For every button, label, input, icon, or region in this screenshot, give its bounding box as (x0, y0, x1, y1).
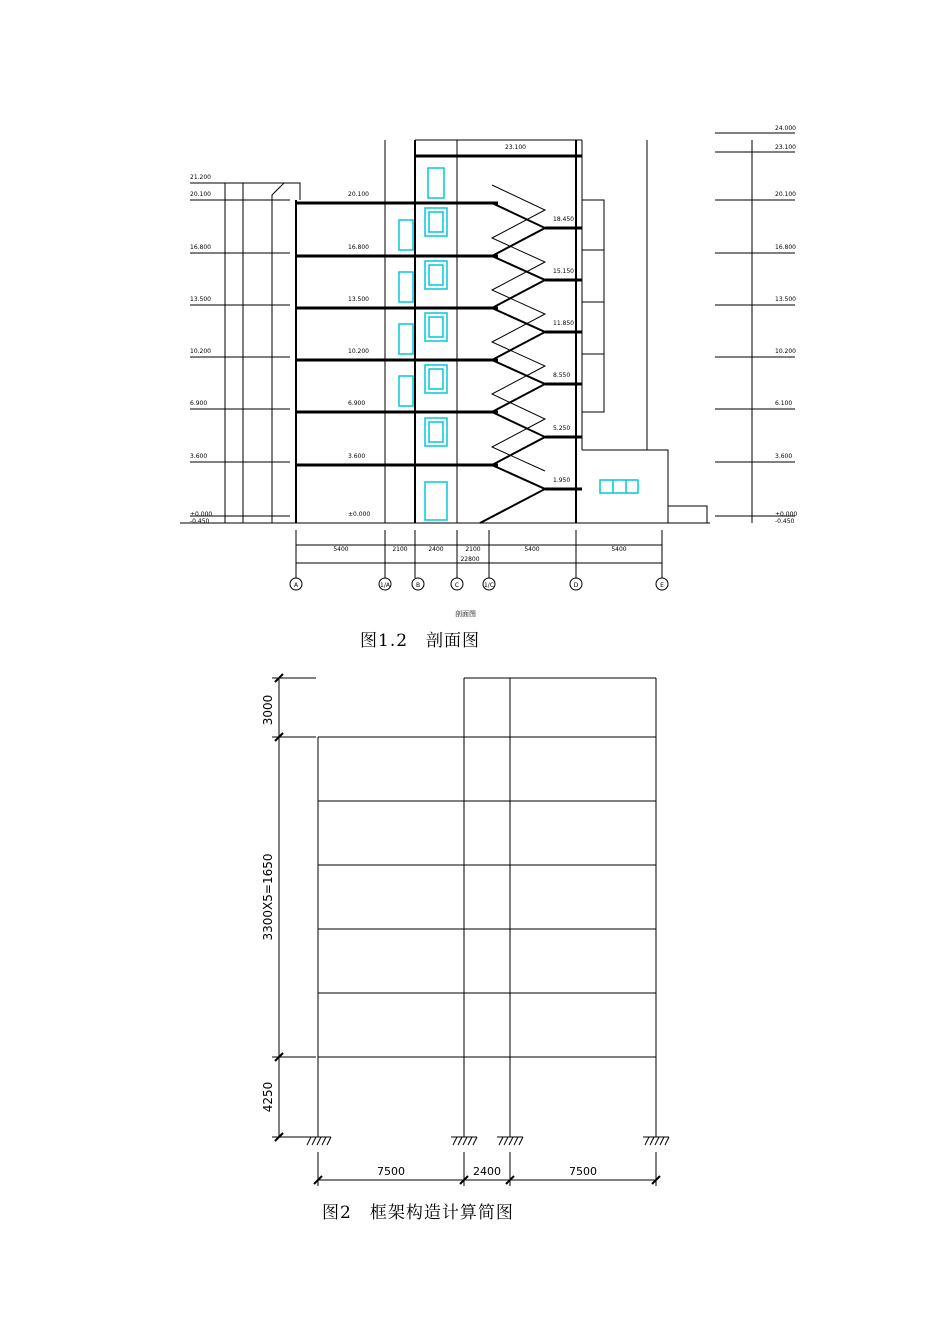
elevation-label: 20.100 (775, 191, 796, 198)
axis-label: C (454, 582, 460, 589)
dim-bay-right: 7500 (569, 1165, 597, 1178)
floor-level-label: 20.100 (348, 191, 369, 198)
elevation-label: 6.900 (190, 400, 208, 407)
total-dimension: 22800 (460, 556, 480, 563)
elevation-label: ±0.000 (190, 511, 213, 518)
section-drawing (0, 0, 950, 620)
right-elevation-labels (775, 125, 797, 525)
axis-label: D (573, 582, 579, 589)
elevation-label: -0.450 (190, 518, 210, 525)
landing-level-label: 18.450 (553, 216, 574, 223)
bottom-dimension: 2400 (428, 546, 444, 553)
axis-label: 1/A (380, 582, 390, 589)
bottom-dimension: 5400 (611, 546, 627, 553)
figure-caption-frame: 图2 框架构造计算简图 (322, 1203, 514, 1223)
elevation-label: 10.200 (190, 348, 211, 355)
elevation-label: 16.800 (190, 244, 211, 251)
elevation-label: 23.100 (775, 144, 796, 151)
elevation-label: 20.100 (190, 191, 211, 198)
landing-level-label: 5.250 (553, 425, 571, 432)
axis-label: 1/C (483, 582, 495, 589)
landing-level-label: 1.950 (553, 477, 571, 484)
elevation-label: 24.000 (775, 125, 796, 132)
frame-diagram (0, 660, 950, 1220)
figure-caption-section: 图1.2 剖面图 (360, 631, 481, 651)
dim-ground-story: 4250 (261, 1081, 275, 1113)
landing-level-label: 15.150 (553, 268, 574, 275)
landing-level-label: 11.850 (553, 320, 574, 327)
bottom-dimension: 5400 (524, 546, 540, 553)
dim-middle-stories: 3300X5=1650 (261, 853, 275, 941)
elevation-label: 10.200 (775, 348, 796, 355)
floor-level-label: 10.200 (348, 348, 369, 355)
section-subtitle: 剖面图 (455, 610, 476, 618)
elevation-label: 3.600 (190, 453, 208, 460)
elevation-label: ±0.000 (775, 511, 798, 518)
axis-labels (294, 582, 664, 589)
floor-level-label: 23.100 (505, 144, 526, 151)
dim-top-story: 3000 (261, 694, 275, 726)
dim-bay-left: 7500 (377, 1165, 405, 1178)
floor-level-label: 6.900 (348, 400, 366, 407)
dim-bay-middle: 2400 (473, 1165, 501, 1178)
floor-level-label: 3.600 (348, 453, 366, 460)
elevation-label: 6.100 (775, 400, 793, 407)
elevation-label: -0.450 (775, 518, 795, 525)
bottom-dimension: 5400 (333, 546, 349, 553)
elevation-label: 13.500 (190, 296, 211, 303)
bottom-dimension: 2100 (392, 546, 408, 553)
floor-level-label: ±0.000 (348, 511, 371, 518)
elevation-label: 21.200 (190, 174, 211, 181)
axis-label: B (415, 582, 421, 589)
landing-level-labels (553, 216, 574, 484)
landing-level-label: 8.550 (553, 372, 571, 379)
axis-label: A (293, 582, 299, 589)
elevation-label: 3.600 (775, 453, 793, 460)
bottom-dimension: 2100 (465, 546, 481, 553)
left-elevation-labels (190, 174, 212, 525)
floor-level-label: 16.800 (348, 244, 369, 251)
elevation-label: 13.500 (775, 296, 796, 303)
axis-label: E (660, 582, 664, 589)
floor-level-label: 13.500 (348, 296, 369, 303)
bottom-dimension-labels (333, 546, 626, 553)
elevation-label: 16.800 (775, 244, 796, 251)
